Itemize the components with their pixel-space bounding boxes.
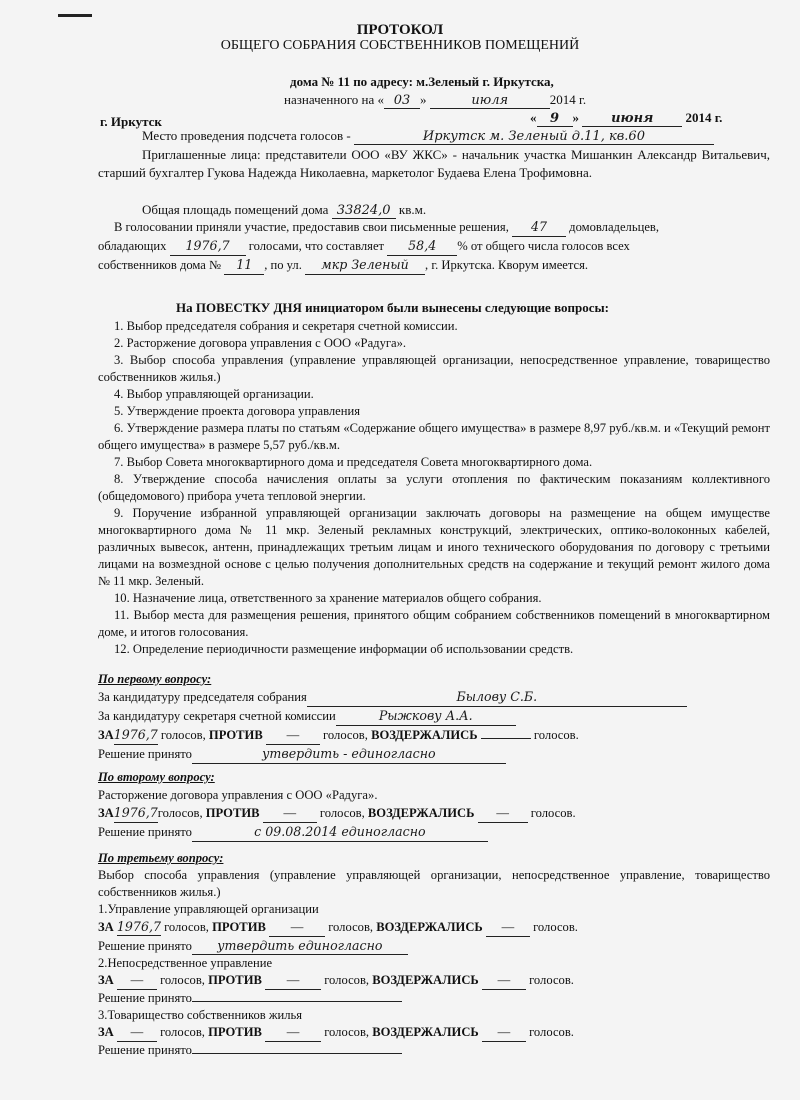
question-3: По третьему вопросу: Выбор способа управления (управление управляющей организации, непосредственное управление, товарищество собственников жилья.) 1.Управление управляющей организации ЗА 1976,7 голосов, ПРОТИВ — голосов, ВОЗДЕРЖАЛИСЬ — голосов. Решение принято утвердить единогласно 2.Непосредственное управление ЗА — голосов, ПРОТИВ — голосов, ВОЗДЕРЖАЛИСЬ — голосов. Решение принято 3.Товарищество собственников жилья ЗА — голосов, ПРОТИВ — голосов, ВОЗДЕРЖАЛИСЬ — голосов. Решение принято	[98, 851, 770, 1057]
agenda-item: 3. Выбор способа управления (управление управляющей организации, непосредственное управление, товарищество собственников жилья.)	[98, 353, 770, 384]
agenda-item: 9. Поручение избранной управляющей организации заключать договоры на размещение на общем имуществе многоквартирного дома № 11 мкр. Зеленый рекламных конструкций, электрических, оптико-волоконных кабелей, различных вывесок, антенн, принадлежащих третьим лицам и иного технического оборудования по договору с третьими лицами на возмездной основе с целью получения дополнительных средств на содержание и текущий ремонт жилого дома № 11 мкр. Зеленый.	[98, 506, 770, 588]
agenda-item: 5. Утверждение проекта договора управления	[114, 404, 361, 418]
agenda-list	[98, 318, 770, 658]
agenda-item: 8. Утверждение способа начисления оплаты за услуги отопления по фактическим показаниям коллективного (общедомового) прибора учета тепловой энергии.	[98, 472, 770, 503]
agenda-item: 12. Определение периодичности размещение информации об использовании средств.	[114, 642, 574, 656]
agenda-item: 6. Утверждение размера платы по статьям «Содержание общего имущества» в размере 8,97 руб./кв.м. и «Текущий ремонт общего имущества» в размере 5,57 руб./кв.м.	[98, 421, 770, 452]
agenda-item: 1. Выбор председателя собрания и секретаря счетной комиссии.	[114, 319, 458, 333]
agenda-item: 2. Расторжение договора управления с ООО «Радуга».	[114, 336, 407, 350]
scan-mark	[58, 14, 92, 17]
document-title: ПРОТОКОЛ	[356, 22, 444, 38]
agenda-item: 4. Выбор управляющей организации.	[114, 387, 314, 401]
agenda-item: 7. Выбор Совета многоквартирного дома и председателя Совета многоквартирного дома.	[114, 455, 593, 469]
question-2: По второму вопросу: Расторжение договора управления с ООО «Радуга». ЗА1976,7голосов, ПРОТИВ — голосов, ВОЗДЕРЖАЛИСЬ — голосов. Решение принято с 09.08.2014 единогласно	[98, 768, 576, 842]
document-subtitle: ОБЩЕГО СОБРАНИЯ СОБСТВЕННИКОВ ПОМЕЩЕНИЙ	[220, 38, 580, 53]
question-3-heading: По третьему вопросу:	[98, 851, 224, 865]
question-2-heading: По второму вопросу:	[98, 770, 215, 784]
agenda-item: 10. Назначение лица, ответственного за хранение материалов общего собрания.	[114, 591, 542, 605]
counting-place: Место проведения подсчета голосов - Иркутск м. Зеленый д.11, кв.60	[142, 128, 714, 145]
voting-summary: В голосовании приняли участие, предоставив свои письменные решения, 47 домовладельцев, обладающих 1976,7 голосами, что составляет 58,4 % от общего числа голосов всех собственников дома № 11 , по ул. мкр Зеленый , г. Иркутска. Кворум имеется.	[98, 218, 770, 275]
protocol-date: « 9 » июня 2014 г.	[530, 110, 723, 126]
agenda-heading: На ПОВЕСТКУ ДНЯ инициатором были вынесены следующие вопросы:	[176, 300, 609, 315]
city: г. Иркутск	[100, 114, 162, 129]
total-area: Общая площадь помещений дома 33824,0 кв.м.	[142, 202, 427, 218]
question-1-heading: По первому вопросу:	[98, 672, 212, 686]
house-address: дома № 11 по адресу: м.Зеленый г. Иркутска,	[290, 74, 554, 89]
question-1: По первому вопросу: За кандидатуру председателя собрания Былову С.Б. За кандидатуру секретаря счетной комиссии Рыжкову А.А. ЗА1976,7 голосов, ПРОТИВ — голосов, ВОЗДЕРЖАЛИСЬ голосов. Решение принято утвердить - единогласно	[98, 670, 687, 764]
invited-persons: Приглашенные лица: представители ООО «ВУ ЖКС» - начальник участка Мишанкин Александр Витальевич, старший бухгалтер Гукова Надежда Николаевна, маркетолог Будаева Елена Трофимовна.	[98, 147, 770, 180]
scheduled-date: назначенного на « 03 » июля 2014 г.	[284, 92, 587, 108]
agenda-item: 11. Выбор места для размещения решения, принятого общим собранием собственников помещений в многоквартирном доме, и итогов голосования.	[98, 608, 770, 639]
